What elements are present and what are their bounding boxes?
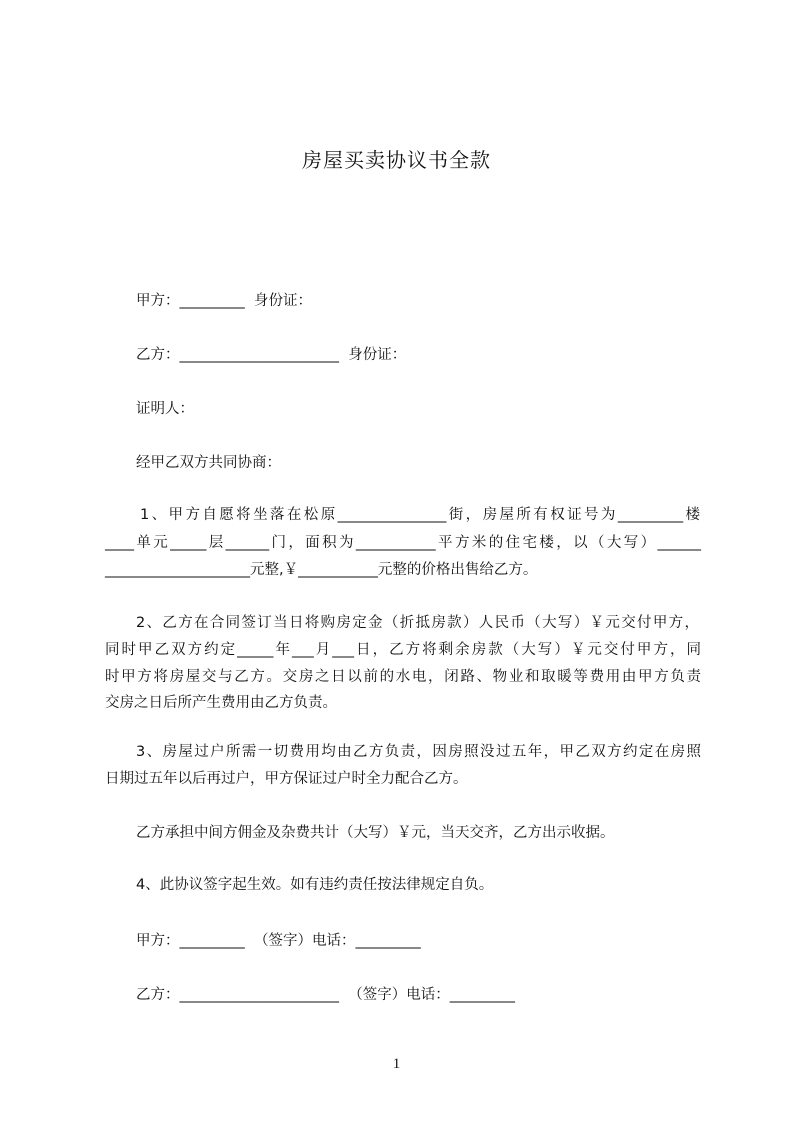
clause2-line: 交房之日后所产生费用由乙方负责。 <box>105 695 337 711</box>
party-b-line: 乙方：______________________ 身份证： <box>136 347 407 363</box>
clause3-line: 3、房屋过户所需一切费用均由乙方负责，因房照没过五年，甲乙双方约定在房照 <box>136 744 701 760</box>
clause2-line: 2、乙方在合同签订当日将购房定金（折抵房款）人民币（大写）￥元交付甲方， <box>136 615 699 631</box>
clause1-line: 1、甲方自愿将坐落在松原_______________街，房屋所有权证号为_________楼 <box>140 507 700 523</box>
intro-line: 经甲乙双方共同协商： <box>136 455 281 471</box>
clause2-line: 时甲方将房屋交与乙方。交房之日以前的水电，闭路、物业和取暖等费用由甲方负责 <box>105 669 701 685</box>
clause3-line: 日期过五年以后再过户，甲方保证过户时全力配合乙方。 <box>105 771 468 787</box>
clause2-line: 同时甲乙双方约定_____年___月___日，乙方将剩余房款（大写）￥元交付甲方，同 <box>105 642 701 658</box>
signature-party-a: 甲方：_________ （签字）电话：_________ <box>136 933 421 949</box>
party-a-line: 甲方：_________ 身份证： <box>136 293 312 309</box>
document-title: 房屋买卖协议书全款 <box>302 148 491 172</box>
clause1-line: ____________________元整,￥___________元整的价格出售给乙方。 <box>105 562 538 578</box>
page-number: 1 <box>392 1056 401 1072</box>
clause4-line: 4、此协议签字起生效。如有违约责任按法律规定自负。 <box>136 877 494 893</box>
clause1-line: ____单元_____层______门，面积为___________平方米的住宅楼，以（大写）______ <box>105 535 701 551</box>
signature-party-b: 乙方：______________________ （签字）电话：_________ <box>136 987 515 1003</box>
witness-line: 证明人： <box>136 401 194 417</box>
fees-line: 乙方承担中间方佣金及杂费共计（大写）￥元，当天交齐，乙方出示收据。 <box>136 825 615 841</box>
